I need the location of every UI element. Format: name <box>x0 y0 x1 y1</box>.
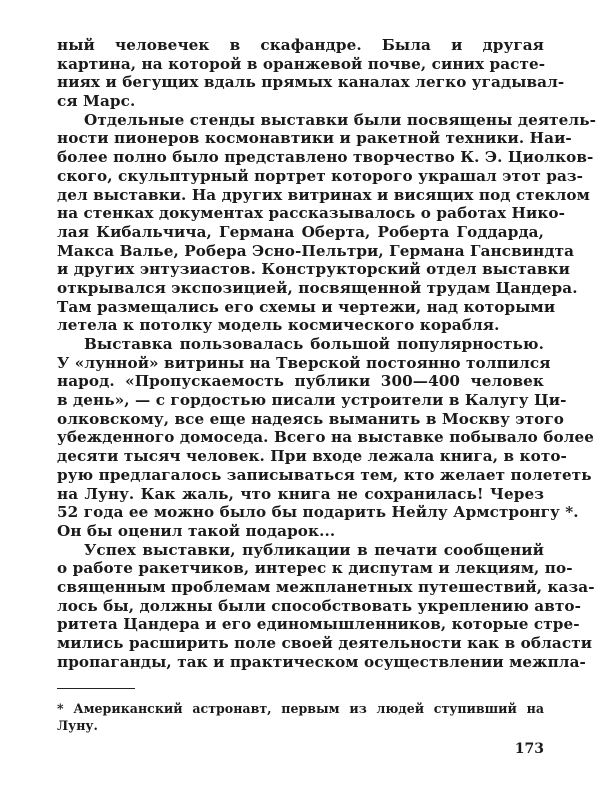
text-line: убежденного домоседа. Всего на выставке побывало более <box>57 428 595 447</box>
footnote <box>57 700 544 734</box>
text-line: на стенках документах рассказывалось о работах Нико- <box>57 204 566 223</box>
paragraph <box>57 335 595 541</box>
paragraph <box>57 36 565 111</box>
text-line: десяти тысяч человек. При входе лежала книга, в кото- <box>57 447 567 466</box>
text-line: олковскому, все еще надеясь выманить в Москву этого <box>57 409 565 428</box>
text-line: в день», — с гордостью писали устроители в Калугу Ци- <box>57 391 567 410</box>
text-line: летела к потолку модель космического корабля. <box>57 316 500 335</box>
text-line: ского, скульптурный портрет которого украшал этот раз- <box>57 166 584 185</box>
text-line: дел выставки. На других витринах и висящих под стеклом <box>57 185 590 204</box>
text-line: ности пионеров космонавтики и ракетной техники. Наи- <box>57 129 572 148</box>
text-line: лая Кибальчича, Германа Оберта, Роберта Годдарда, <box>57 222 544 241</box>
text-line: и других энтузиастов. Конструкторский отдел выставки <box>57 260 570 279</box>
text-line: Отдельные стенды выставки были посвящены деятель- <box>84 110 597 129</box>
text-line: Там размещались его схемы и чертежи, над которыми <box>57 297 556 316</box>
text-line: Успех выставки, публикации в печати сообщений <box>84 540 544 559</box>
text-line: ный человечек в скафандре. Была и другая <box>57 36 544 54</box>
text-line: ниях и бегущих вдаль прямых каналах легко угадывал- <box>57 73 565 92</box>
text-line: священным проблемам межпланетных путешествий, каза- <box>57 577 595 596</box>
text-line: 52 года ее можно было бы подарить Нейлу Армстронгу *. <box>57 503 579 522</box>
text-line: открывался экспозицией, посвященной трудам Цандера. <box>57 278 578 297</box>
text-line: картина, на которой в оранжевой почве, синих расте- <box>57 54 546 73</box>
footnote-divider <box>57 688 135 689</box>
text-line: ритета Цандера и его единомышленников, которые стре- <box>57 615 580 634</box>
text-line: рую предлагалось записываться тем, кто желает полететь <box>57 465 592 484</box>
text-line: Макса Валье, Робера Эсно-Пельтри, Германа Гансвиндта <box>57 241 575 260</box>
text-line: мились расширить поле своей деятельности как в области <box>57 634 593 652</box>
body-text <box>57 36 597 671</box>
text-line: У «лунной» витрины на Тверской постоянно толпился <box>57 353 551 372</box>
text-line: ся Марс. <box>57 92 136 111</box>
text-line: Выставка пользовалась большой популярностью. <box>84 335 544 353</box>
text-line: пропаганды, так и практическом осуществлении межпла- <box>57 652 586 671</box>
paragraph <box>57 110 597 335</box>
text-line: лось бы, должны были способствовать укреплению авто- <box>57 596 582 615</box>
page-number: 173 <box>514 741 544 757</box>
text-line: более полно было представлено творчество К. Э. Циолков- <box>57 148 594 167</box>
text-line: на Луну. Как жаль, что книга не сохранилась! Через <box>57 484 544 503</box>
footnote-line: Луну. <box>57 718 98 733</box>
text-line: Он бы оценил такой подарок... <box>57 521 336 540</box>
text-line: о работе ракетчиков, интерес к диспутам и лекциям, по- <box>57 559 573 578</box>
paragraph <box>57 540 595 672</box>
text-line: народ. «Пропускаемость публики 300—400 человек <box>57 372 544 391</box>
footnote-line: * Американский астронавт, первым из людей ступивший на <box>57 701 544 716</box>
